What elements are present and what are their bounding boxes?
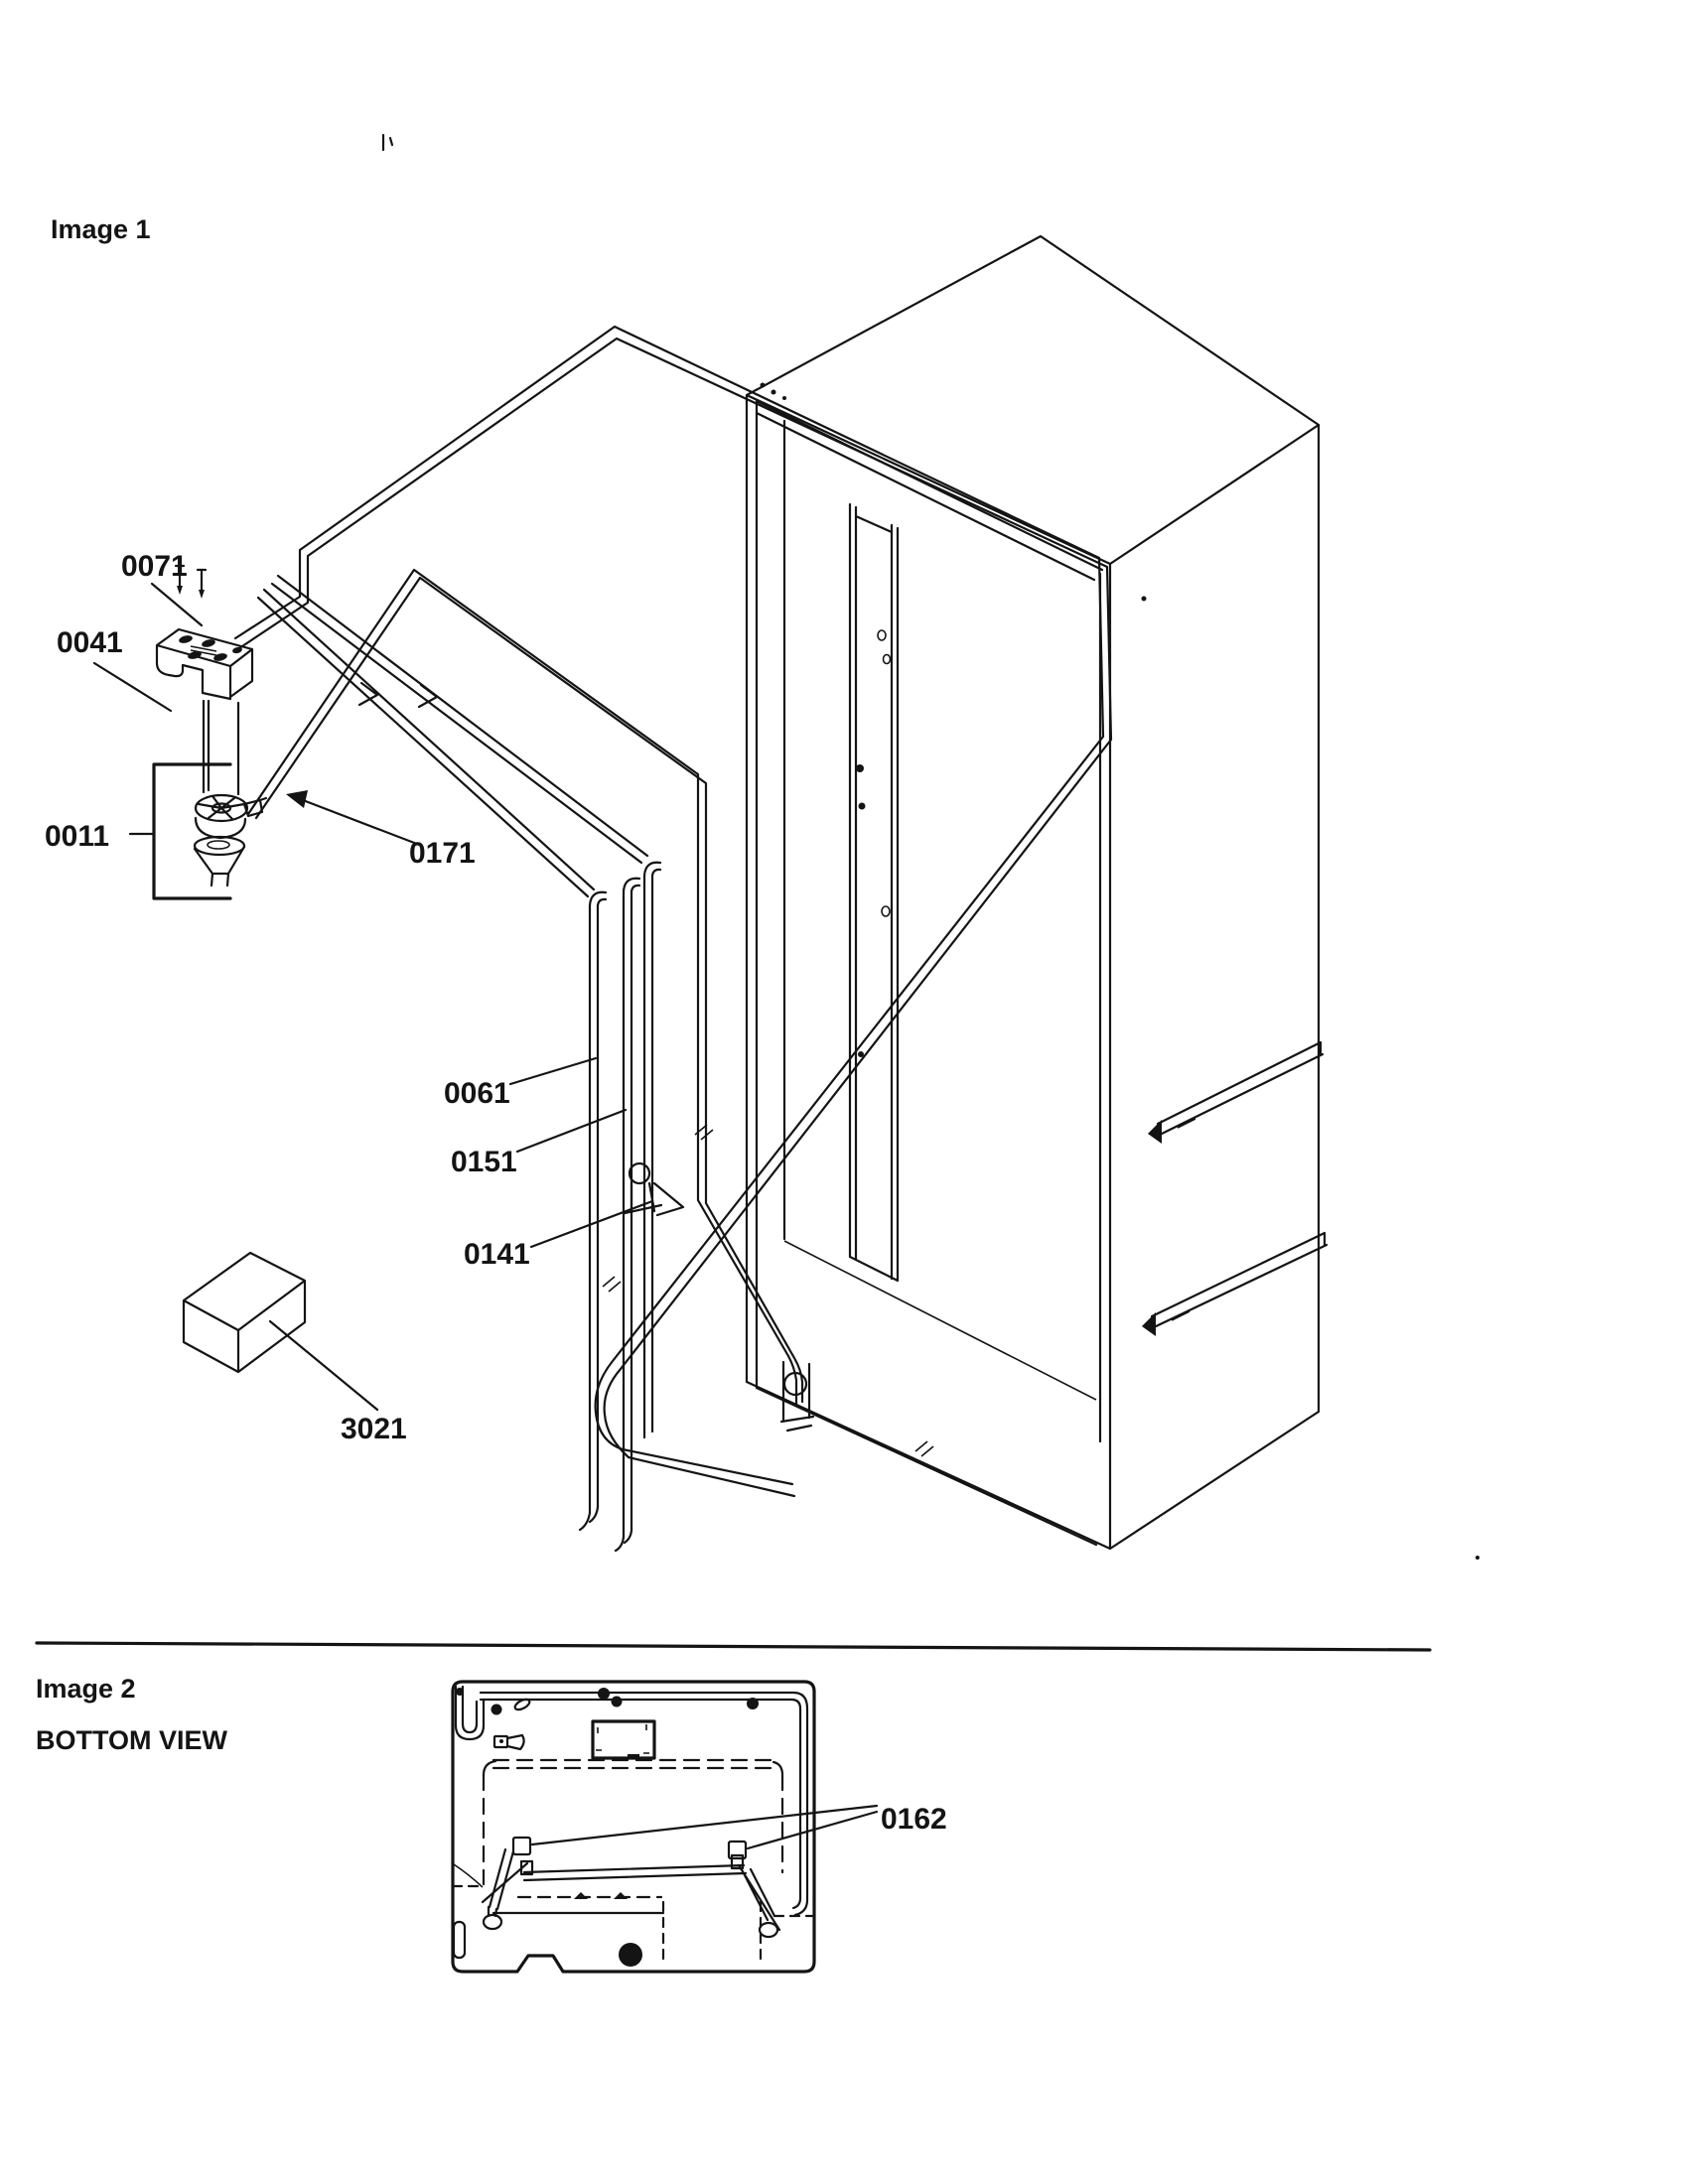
bottom-view-title: BOTTOM VIEW	[36, 1725, 227, 1755]
image2-caption: Image 2	[36, 1674, 136, 1704]
leader-lines	[94, 584, 652, 1410]
leader-0171	[286, 790, 422, 846]
center-mullion	[850, 504, 898, 1281]
vent-slot	[454, 1922, 465, 1958]
refrigerator-cabinet	[603, 236, 1327, 1549]
valve-fan-wheel	[196, 795, 247, 821]
manifold-block	[157, 629, 252, 699]
shelf-rail-lower	[1142, 1233, 1327, 1336]
drain-hole	[619, 1943, 642, 1967]
vertical-tube-0141	[644, 863, 660, 1437]
shelf-rail-upper	[1148, 1042, 1323, 1144]
screw-dot	[747, 1698, 759, 1709]
section-divider	[37, 1643, 1430, 1650]
screw-dot	[612, 1697, 623, 1707]
cross-bar-assembly	[483, 1849, 779, 1937]
water-valve-assembly	[154, 701, 266, 898]
leader-0061	[510, 1058, 596, 1084]
part-label-0151: 0151	[451, 1146, 517, 1178]
leader-0141	[531, 1201, 652, 1247]
fill-tube-lower	[272, 576, 647, 863]
part-label-0041: 0041	[57, 626, 123, 659]
screw-dot	[491, 1705, 502, 1715]
access-pan	[593, 1721, 654, 1759]
part-label-3021: 3021	[341, 1413, 407, 1445]
part-label-0171: 0171	[409, 837, 476, 870]
part-label-0141: 0141	[464, 1238, 530, 1271]
part-label-0061: 0061	[444, 1077, 510, 1110]
tube-fitting	[494, 1735, 524, 1749]
valve-group-bracket	[154, 764, 230, 898]
leader-0162	[532, 1806, 877, 1848]
part-label-0011: 0011	[45, 820, 110, 853]
leader-0151	[517, 1110, 626, 1152]
tube-break-arrow	[359, 683, 377, 705]
screw-dot	[598, 1688, 610, 1700]
component-box-3021	[184, 1253, 305, 1372]
bottom-view-panel	[453, 1682, 877, 1972]
leader-0071	[152, 584, 202, 625]
u-trap-tube	[456, 1687, 484, 1739]
tube-main-supply-run	[235, 327, 1111, 1496]
part-label-0071: 0071	[121, 550, 188, 583]
fill-funnel	[195, 837, 244, 886]
tube-valve-loop-run	[248, 570, 802, 1405]
drain-tube-run	[481, 1693, 807, 1915]
tube-clamp-left	[513, 1838, 530, 1854]
image1-caption: Image 1	[51, 214, 151, 244]
part-label-0162: 0162	[881, 1803, 947, 1836]
leader-3021	[270, 1321, 377, 1410]
